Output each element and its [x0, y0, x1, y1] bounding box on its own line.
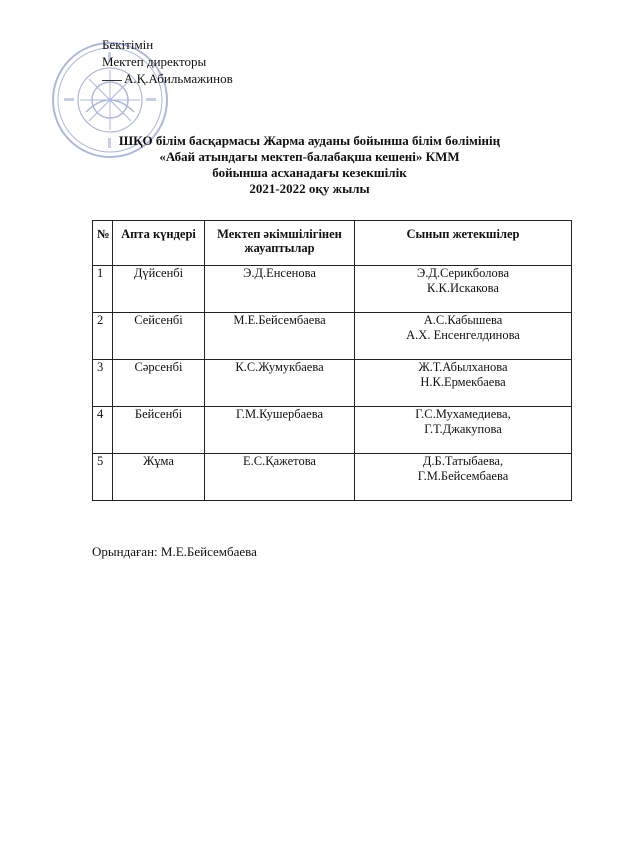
row-admin: М.Е.Бейсембаева [205, 313, 355, 360]
row-admin: Г.М.Кушербаева [205, 407, 355, 454]
row-weekday: Бейсенбі [113, 407, 205, 454]
approval-signer: А.Қ.Абильмажинов [124, 71, 233, 86]
row-teachers [355, 360, 572, 407]
title-line-2: «Абай атындағы мектеп-балабақша кешені» КММ [159, 149, 460, 164]
row-admin: Э.Д.Енсенова [205, 266, 355, 313]
duty-schedule-table [92, 220, 572, 501]
teacher-name: Н.К.Ермекбаева [420, 375, 506, 389]
table-row [93, 360, 572, 407]
row-teachers [355, 266, 572, 313]
teacher-name: Ж.Т.Абылханова [418, 360, 508, 374]
executed-by: Орындаған: М.Е.Бейсембаева [92, 544, 257, 559]
row-weekday: Жұма [113, 454, 205, 501]
row-teachers [355, 313, 572, 360]
title-line-4: 2021-2022 оқу жылы [249, 181, 370, 196]
approval-position: Мектеп директоры [102, 54, 207, 69]
row-number: 2 [93, 313, 113, 360]
teacher-name: А.С.Кабышева [423, 313, 503, 327]
row-admin: Е.С.Қажетова [205, 454, 355, 501]
row-weekday: Сейсенбі [113, 313, 205, 360]
table-row [93, 313, 572, 360]
teacher-name: Г.М.Бейсембаева [417, 469, 509, 483]
row-number: 5 [93, 454, 113, 501]
row-admin: К.С.Жумукбаева [205, 360, 355, 407]
header-admin: Мектеп әкімшілігінен жауаптылар [205, 221, 355, 266]
header-weekday: Апта күндері [113, 221, 205, 266]
teacher-name: Г.Т.Джакупова [424, 422, 502, 436]
header-number: № [93, 221, 113, 266]
signature-underline [102, 80, 122, 81]
row-teachers [355, 454, 572, 501]
teacher-name: Д.Б.Татыбаева, [422, 454, 504, 468]
title-line-1: ШҚО білім басқармасы Жарма ауданы бойынша білім бөлімінің [118, 133, 501, 148]
row-number: 1 [93, 266, 113, 313]
row-number: 4 [93, 407, 113, 454]
teacher-name: Э.Д.Серикболова [417, 266, 509, 280]
teacher-name: Г.С.Мухамедиева, [415, 407, 511, 421]
row-weekday: Дүйсенбі [113, 266, 205, 313]
table-header-row [93, 221, 572, 266]
row-teachers [355, 407, 572, 454]
teacher-name: А.Х. Енсенгелдинова [406, 328, 520, 342]
table-row [93, 454, 572, 501]
teacher-name: К.К.Искакова [427, 281, 499, 295]
document-title [0, 133, 619, 197]
approval-heading: Бекітімін [102, 37, 154, 52]
approval-signature-line [102, 70, 233, 87]
row-number: 3 [93, 360, 113, 407]
approval-block [102, 36, 233, 87]
row-weekday: Сәрсенбі [113, 360, 205, 407]
header-teachers: Сынып жетекшілер [355, 221, 572, 266]
title-line-3: бойынша асханадағы кезекшілік [212, 165, 407, 180]
table-row [93, 407, 572, 454]
table-row [93, 266, 572, 313]
